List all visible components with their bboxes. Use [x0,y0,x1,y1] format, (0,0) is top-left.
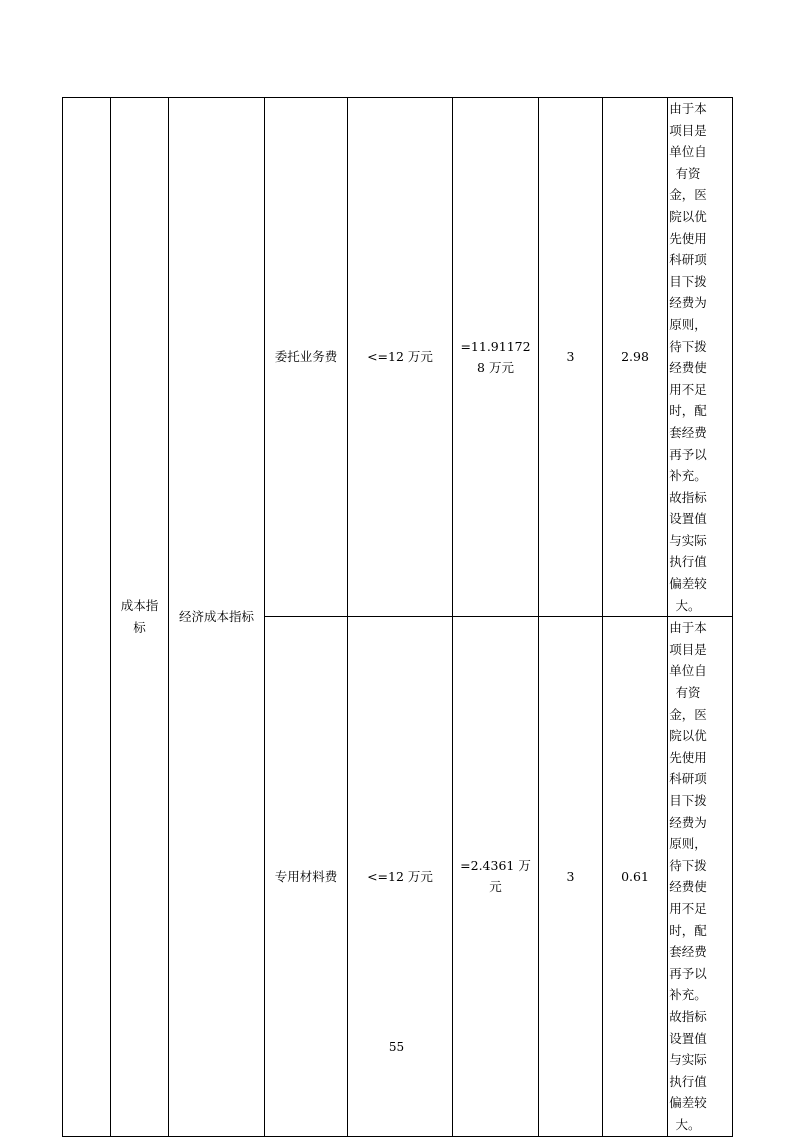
score-value: 0.61 [621,868,649,884]
indicator-cell [265,617,348,1136]
target-cell [348,617,453,1136]
indicator-label: 专用材料费 [274,868,338,884]
weight-value: 3 [566,349,575,365]
subcategory-label: 经济成本指标 [178,608,254,624]
level1-cell [63,98,111,1137]
subcategory-cell [169,98,265,1137]
score-value: 2.98 [621,349,649,365]
note-cell [668,98,733,617]
score-cell [603,617,668,1136]
target-cell [348,98,453,617]
deviation-note: 由于本项目是单位自有资金，医院以优先使用科研项目下拨经费为原则，待下拨经费使用不足时，配套经费再予以补充。故指标设置值与实际执行值偏差较大。 [669,101,707,613]
performance-table [62,97,733,1137]
actual-value: =2.4361 万元 [460,857,531,895]
weight-cell [539,617,603,1136]
note-cell [668,617,733,1136]
target-value: <=12 万元 [367,868,433,884]
indicator-cell [265,98,348,617]
category-cell [111,98,169,1137]
actual-value: =11.911728 万元 [460,338,531,376]
page-number: 55 [388,1040,405,1054]
table-row [63,98,733,617]
indicator-label: 委托业务费 [274,349,338,365]
category-label: 成本指标 [120,598,159,635]
weight-cell [539,98,603,617]
actual-cell [453,617,539,1136]
target-value: <=12 万元 [367,349,433,365]
deviation-note: 由于本项目是单位自有资金，医院以优先使用科研项目下拨经费为原则，待下拨经费使用不足时，配套经费再予以补充。故指标设置值与实际执行值偏差较大。 [669,620,707,1132]
actual-cell [453,98,539,617]
score-cell [603,98,668,617]
weight-value: 3 [566,868,575,884]
